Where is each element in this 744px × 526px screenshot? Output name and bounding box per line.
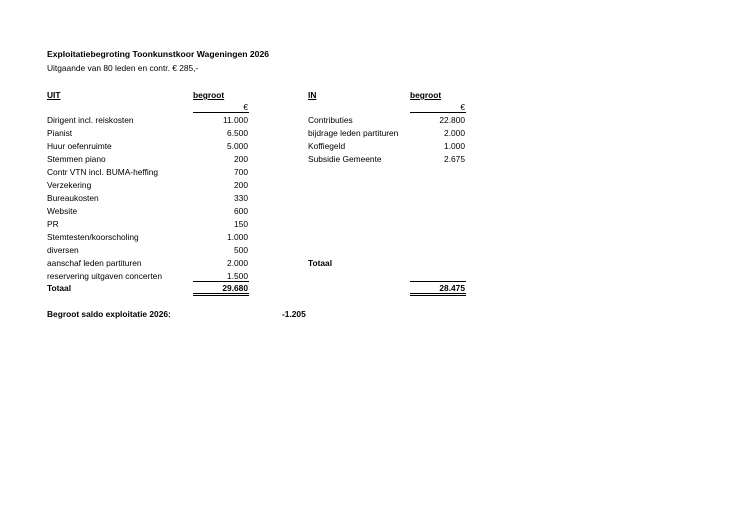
in-row-label: Contributies bbox=[308, 115, 353, 125]
in-col-header: begroot bbox=[410, 90, 442, 100]
uit-row-label: Bureaukosten bbox=[47, 193, 99, 203]
uit-header-rule bbox=[193, 112, 249, 113]
in-row-amount: 22.800 bbox=[439, 115, 465, 125]
uit-row-amount: 2.000 bbox=[227, 258, 248, 268]
in-total-rule-top bbox=[410, 281, 466, 282]
uit-currency: € bbox=[243, 102, 248, 112]
in-header: IN bbox=[308, 90, 317, 100]
in-row-amount: 1.000 bbox=[444, 141, 465, 151]
uit-row-label: reservering uitgaven concerten bbox=[47, 271, 162, 281]
saldo-value: -1.205 bbox=[282, 309, 306, 319]
in-total-label: Totaal bbox=[308, 258, 333, 268]
in-header-rule bbox=[410, 112, 466, 113]
uit-row-label: Pianist bbox=[47, 128, 73, 138]
page-subtitle: Uitgaande van 80 leden en contr. € 285,- bbox=[47, 63, 199, 73]
uit-header: UIT bbox=[47, 90, 61, 100]
in-total-rule-double-2 bbox=[410, 295, 466, 296]
uit-total-rule-double-2 bbox=[193, 295, 249, 296]
uit-row-label: PR bbox=[47, 219, 59, 229]
uit-row-amount: 330 bbox=[234, 193, 248, 203]
uit-row-label: Verzekering bbox=[47, 180, 92, 190]
uit-total-label: Totaal bbox=[47, 283, 72, 293]
in-row-label: Koffiegeld bbox=[308, 141, 346, 151]
uit-row-label: aanschaf leden partituren bbox=[47, 258, 142, 268]
uit-row-label: Contr VTN incl. BUMA-heffing bbox=[47, 167, 159, 177]
uit-row-label: Stemmen piano bbox=[47, 154, 106, 164]
uit-row-amount: 200 bbox=[234, 154, 248, 164]
in-row-label: Subsidie Gemeente bbox=[308, 154, 382, 164]
uit-row-amount: 200 bbox=[234, 180, 248, 190]
uit-row-amount: 5.000 bbox=[227, 141, 248, 151]
uit-total-rule-double-1 bbox=[193, 293, 249, 294]
in-total-rule-double-1 bbox=[410, 293, 466, 294]
uit-row-amount: 600 bbox=[234, 206, 248, 216]
uit-row-amount: 11.000 bbox=[223, 115, 248, 125]
in-row-label: bijdrage leden partituren bbox=[308, 128, 399, 138]
in-row-amount: 2.675 bbox=[444, 154, 465, 164]
uit-row-amount: 1.500 bbox=[227, 271, 248, 281]
uit-row-label: Dirigent incl. reiskosten bbox=[47, 115, 134, 125]
uit-row-label: Stemtesten/koorscholing bbox=[47, 232, 139, 242]
uit-row-amount: 1.000 bbox=[227, 232, 248, 242]
uit-total-rule-top bbox=[193, 281, 249, 282]
uit-row-amount: 500 bbox=[234, 245, 248, 255]
uit-row-amount: 6.500 bbox=[227, 128, 248, 138]
uit-row-amount: 700 bbox=[234, 167, 248, 177]
uit-row-amount: 150 bbox=[234, 219, 248, 229]
uit-row-label: diversen bbox=[47, 245, 79, 255]
uit-row-label: Huur oefenruimte bbox=[47, 141, 112, 151]
uit-col-header: begroot bbox=[193, 90, 225, 100]
saldo-label: Begroot saldo exploitatie 2026: bbox=[47, 309, 171, 319]
uit-row-label: Website bbox=[47, 206, 78, 216]
in-currency: € bbox=[460, 102, 465, 112]
in-row-amount: 2.000 bbox=[444, 128, 465, 138]
uit-total-amount: 29.680 bbox=[222, 283, 248, 293]
page-title: Exploitatiebegroting Toonkunstkoor Wageningen 2026 bbox=[47, 49, 270, 59]
in-total-amount: 28.475 bbox=[439, 283, 465, 293]
